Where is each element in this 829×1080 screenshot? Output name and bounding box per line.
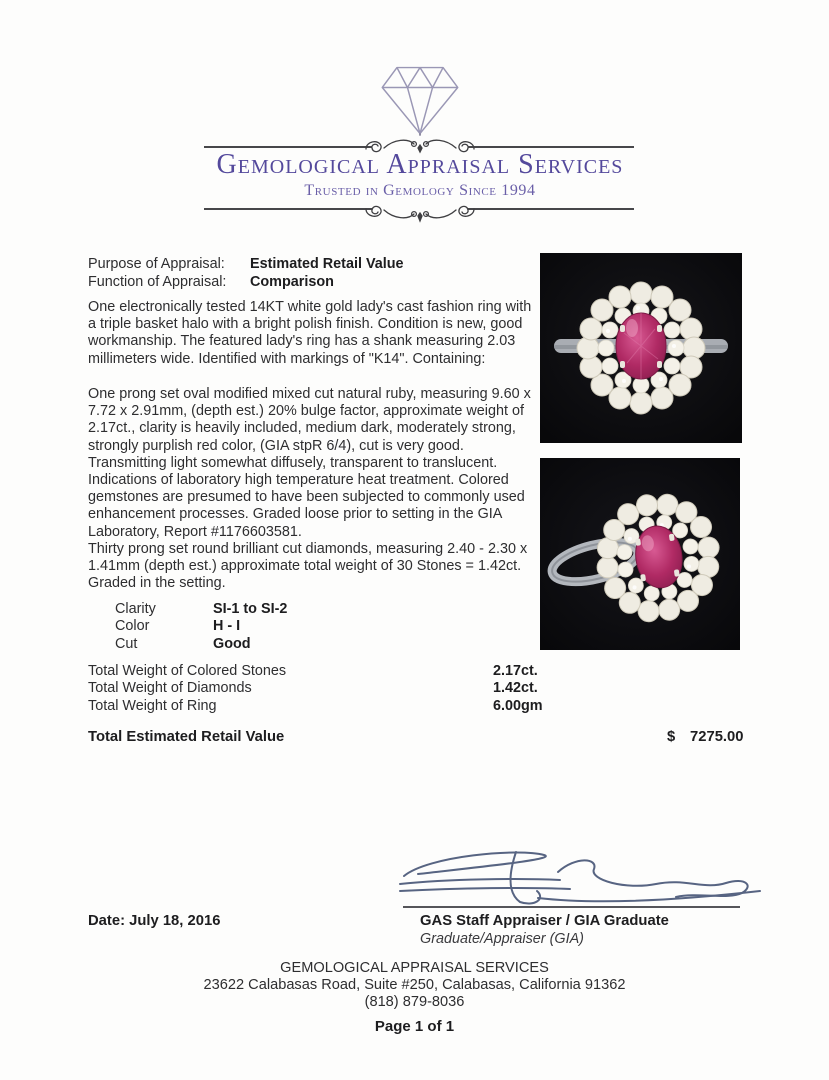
purpose-label: Purpose of Appraisal: xyxy=(88,256,225,272)
retail-currency: $ xyxy=(667,729,676,745)
retail-value-row xyxy=(88,729,748,745)
date-label: Date: July 18, 2016 xyxy=(88,913,221,929)
footer-address: 23622 Calabasas Road, Suite #250, Calabasas, California 91362 xyxy=(203,977,626,994)
diamonds-weight-value: 1.42ct. xyxy=(493,680,538,697)
retail-amount: 7275.00 xyxy=(690,729,744,745)
cut-value: Good xyxy=(213,635,251,652)
ring-weight-value: 6.00gm xyxy=(493,697,543,714)
header-rule xyxy=(204,146,372,148)
footer-company: GEMOLOGICAL APPRAISAL SERVICES xyxy=(280,960,549,976)
meta-row-purpose xyxy=(88,256,404,274)
signer-subtitle: Graduate/Appraiser (GIA) xyxy=(420,931,584,947)
function-label: Function of Appraisal: xyxy=(88,273,227,290)
description-paragraph-ruby: One prong set oval modified mixed cut natural ruby, measuring 9.60 x 7.72 x 2.91mm, (depth est.) 20% bulge factor, approximate weight of 2.17ct., clarity is heavily included, medium dark, moderately strong, strongly purplish red color, (GIA stpR 6/4), cut is very good. Transmitting light somewhat diffusely, transparent to translucent. Indications of laboratory high temperature heat treatment. Colored gemstones are presumed to have been subjected to commonly used enhancement processes. Graded loose prior to setting in the GIA Laboratory, Report #1176603581. xyxy=(88,386,531,540)
color-value: H - I xyxy=(213,618,241,635)
ring-weight-label: Total Weight of Ring xyxy=(88,697,217,714)
function-value: Comparison xyxy=(250,273,334,290)
retail-value-label: Total Estimated Retail Value xyxy=(88,729,285,745)
diamond-grades-table xyxy=(115,601,287,653)
cut-label: Cut xyxy=(115,635,138,652)
meta-row-function xyxy=(88,274,404,292)
color-label: Color xyxy=(115,618,150,635)
appraiser-signature xyxy=(398,846,770,910)
ring-photo-front xyxy=(540,253,742,443)
colored-stones-label: Total Weight of Colored Stones xyxy=(88,663,287,679)
header-rule xyxy=(468,208,634,210)
appraisal-meta xyxy=(88,256,404,291)
brand-tagline: Trusted in Gemology Since 1994 xyxy=(304,182,536,199)
signature-rule xyxy=(403,906,740,908)
clarity-label: Clarity xyxy=(115,601,156,617)
grade-row-clarity xyxy=(115,601,287,618)
header-rule xyxy=(204,208,372,210)
header-rule xyxy=(468,146,634,148)
description-paragraph-ring: One electronically tested 14KT white gold lady's cast fashion ring with a triple basket halo with a bright polish finish. Condition is new, good workmanship. The featured lady's ring has a shank measuring 2.03 millimeters wide. Identified with markings of "K14". Containing: xyxy=(88,299,532,367)
grade-row-cut xyxy=(115,636,287,653)
total-row-colored-stones xyxy=(88,663,748,680)
ring-photo-side xyxy=(540,458,740,650)
grade-row-color xyxy=(115,618,287,635)
footer-phone: (818) 879-8036 xyxy=(364,994,465,1011)
ring-front-illustration xyxy=(540,253,742,443)
signer-title: GAS Staff Appraiser / GIA Graduate xyxy=(420,913,669,929)
totals-table xyxy=(88,663,748,715)
purpose-value: Estimated Retail Value xyxy=(250,256,404,272)
clarity-value: SI-1 to SI-2 xyxy=(213,601,288,617)
description-paragraph-diamonds: Thirty prong set round brilliant cut diamonds, measuring 2.40 - 2.30 x 1.41mm (depth est.) approximate total weight of 30 Stones = 1.42ct. Graded in the setting. xyxy=(88,541,528,592)
page-number: Page 1 of 1 xyxy=(374,1017,455,1035)
scroll-ornament-icon xyxy=(364,200,476,226)
ring-side-illustration xyxy=(540,458,740,650)
footer xyxy=(0,960,829,1035)
brand-title: Gemological Appraisal Services xyxy=(216,149,624,180)
diamonds-weight-label: Total Weight of Diamonds xyxy=(88,680,252,697)
colored-stones-value: 2.17ct. xyxy=(493,663,538,679)
total-row-diamonds xyxy=(88,680,748,697)
total-row-ring xyxy=(88,698,748,715)
diamond-logo-icon xyxy=(376,60,464,138)
